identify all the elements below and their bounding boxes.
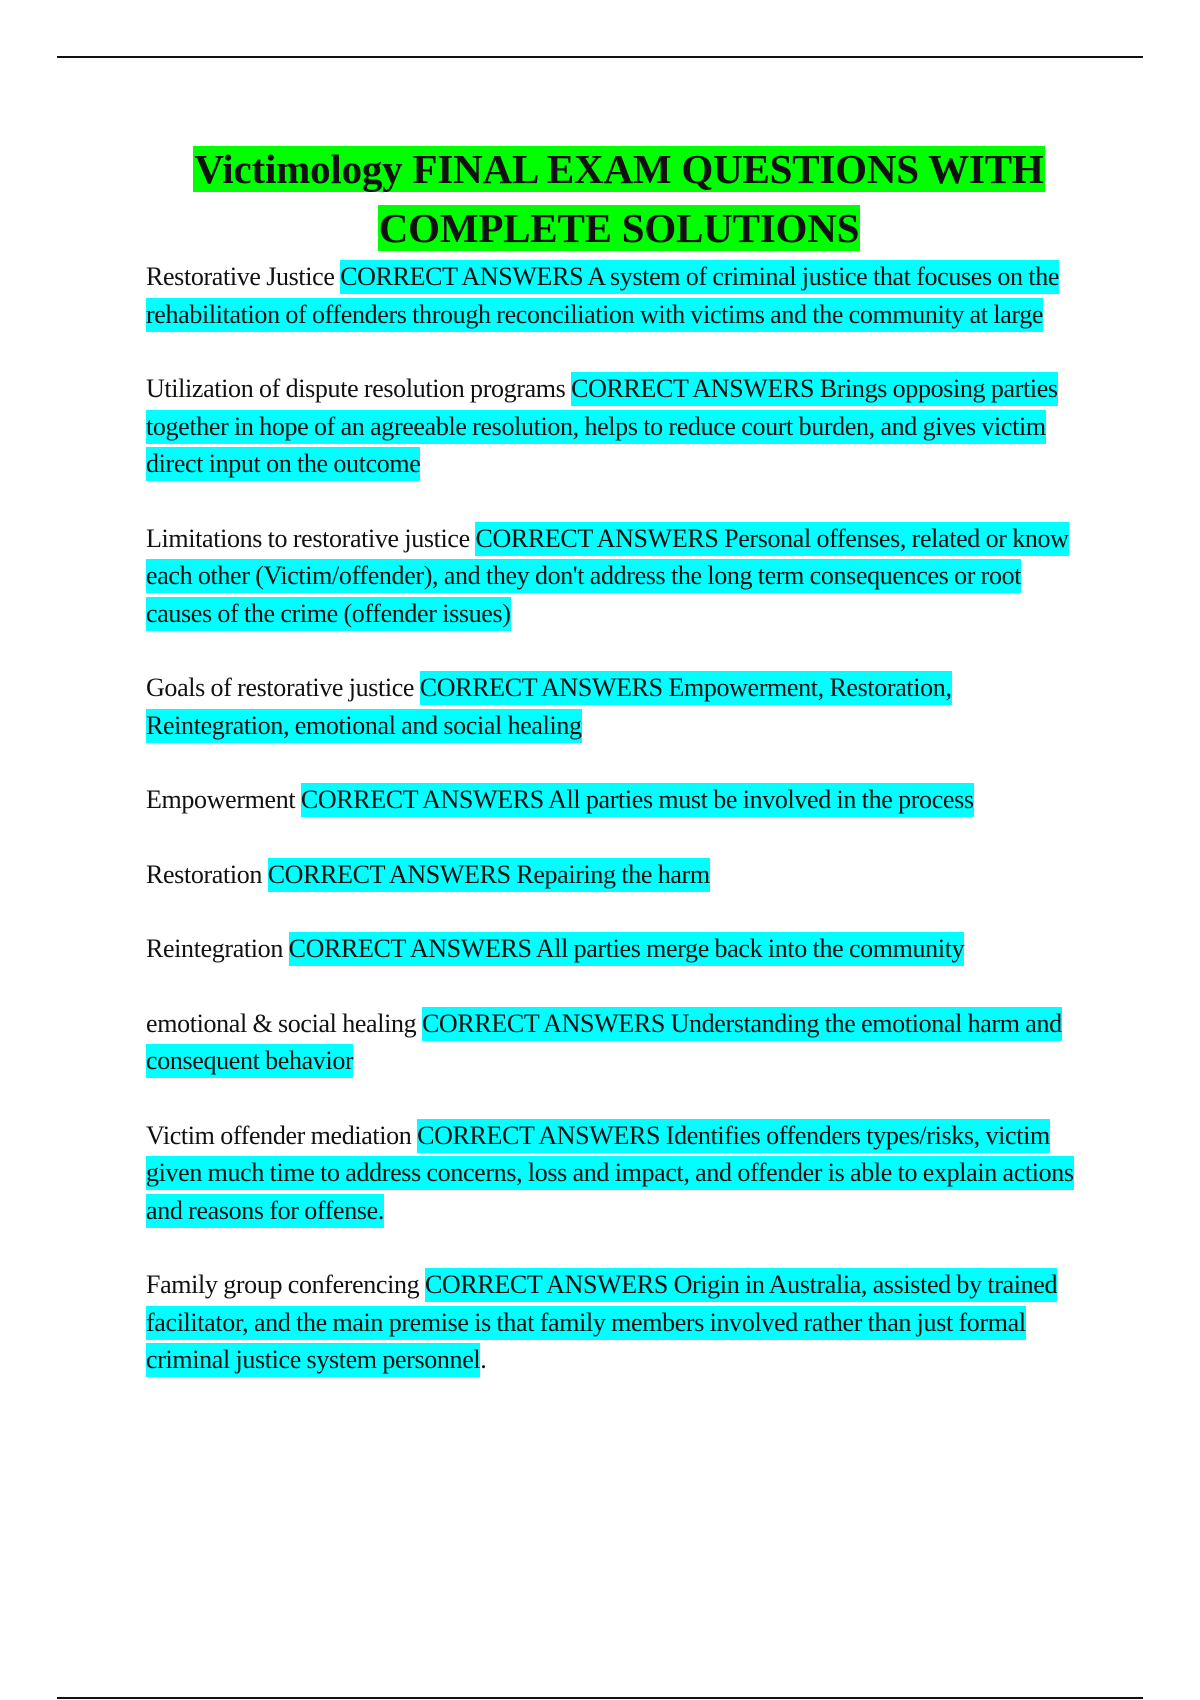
qa-term: Utilization of dispute resolution programs	[146, 374, 566, 403]
document-title	[146, 140, 1092, 258]
qa-answer: CORRECT ANSWERS Repairing the harm	[268, 858, 710, 892]
qa-term: emotional & social healing	[146, 1008, 417, 1038]
qa-answer: CORRECT ANSWERS A system of criminal justice that focuses on the rehabilitation of offenders through reconciliation with victims and the community at large	[146, 260, 1059, 332]
qa-list	[146, 258, 1092, 1379]
top-rule	[57, 56, 1143, 58]
qa-item	[146, 520, 1092, 633]
qa-term: Restoration	[146, 859, 263, 889]
qa-item	[146, 930, 1092, 968]
qa-item	[146, 669, 1092, 744]
qa-term: Limitations to restorative justice	[146, 523, 470, 553]
qa-term: Victim offender mediation	[146, 1120, 412, 1150]
document-body	[146, 140, 1092, 1416]
qa-item	[146, 370, 1092, 483]
qa-item	[146, 856, 1092, 894]
qa-item	[146, 1266, 1092, 1379]
qa-term: Reintegration	[146, 934, 283, 963]
qa-term: Family group conferencing	[146, 1270, 420, 1299]
bottom-rule	[57, 1697, 1143, 1699]
qa-trailing: .	[480, 1345, 487, 1374]
qa-answer: CORRECT ANSWERS Identifies offenders types/risks, victim given much time to address concerns, loss and impact, and offender is able to explain actions and reasons for offense.	[146, 1119, 1074, 1228]
qa-item	[146, 258, 1092, 333]
qa-answer: CORRECT ANSWERS Empowerment, Restoration, Reintegration, emotional and social healing	[146, 671, 952, 743]
qa-term: Restorative Justice	[146, 262, 335, 291]
qa-answer: CORRECT ANSWERS Personal offenses, related or know each other (Victim/offender), and they don't address the long term consequences or root causes of the crime (offender issues)	[146, 522, 1069, 631]
qa-term: Goals of restorative justice	[146, 673, 415, 702]
title-line-1: Victimology FINAL EXAM QUESTIONS WITH	[194, 146, 1044, 192]
qa-term: Empowerment	[146, 785, 296, 814]
qa-answer: CORRECT ANSWERS Understanding the emotional harm and consequent behavior	[146, 1007, 1062, 1079]
qa-item	[146, 1005, 1092, 1080]
qa-item	[146, 1117, 1092, 1230]
qa-answer: CORRECT ANSWERS All parties must be involved in the process	[301, 783, 974, 817]
qa-answer: CORRECT ANSWERS All parties merge back into the community	[289, 932, 965, 966]
qa-answer: CORRECT ANSWERS Origin in Australia, assisted by trained facilitator, and the main premise is that family members involved rather than just formal criminal justice system personnel	[146, 1268, 1057, 1377]
title-line-2: COMPLETE SOLUTIONS	[378, 205, 860, 251]
qa-answer: CORRECT ANSWERS Brings opposing parties together in hope of an agreeable resolution, helps to reduce court burden, and gives victim direct input on the outcome	[146, 372, 1058, 481]
qa-item	[146, 781, 1092, 819]
